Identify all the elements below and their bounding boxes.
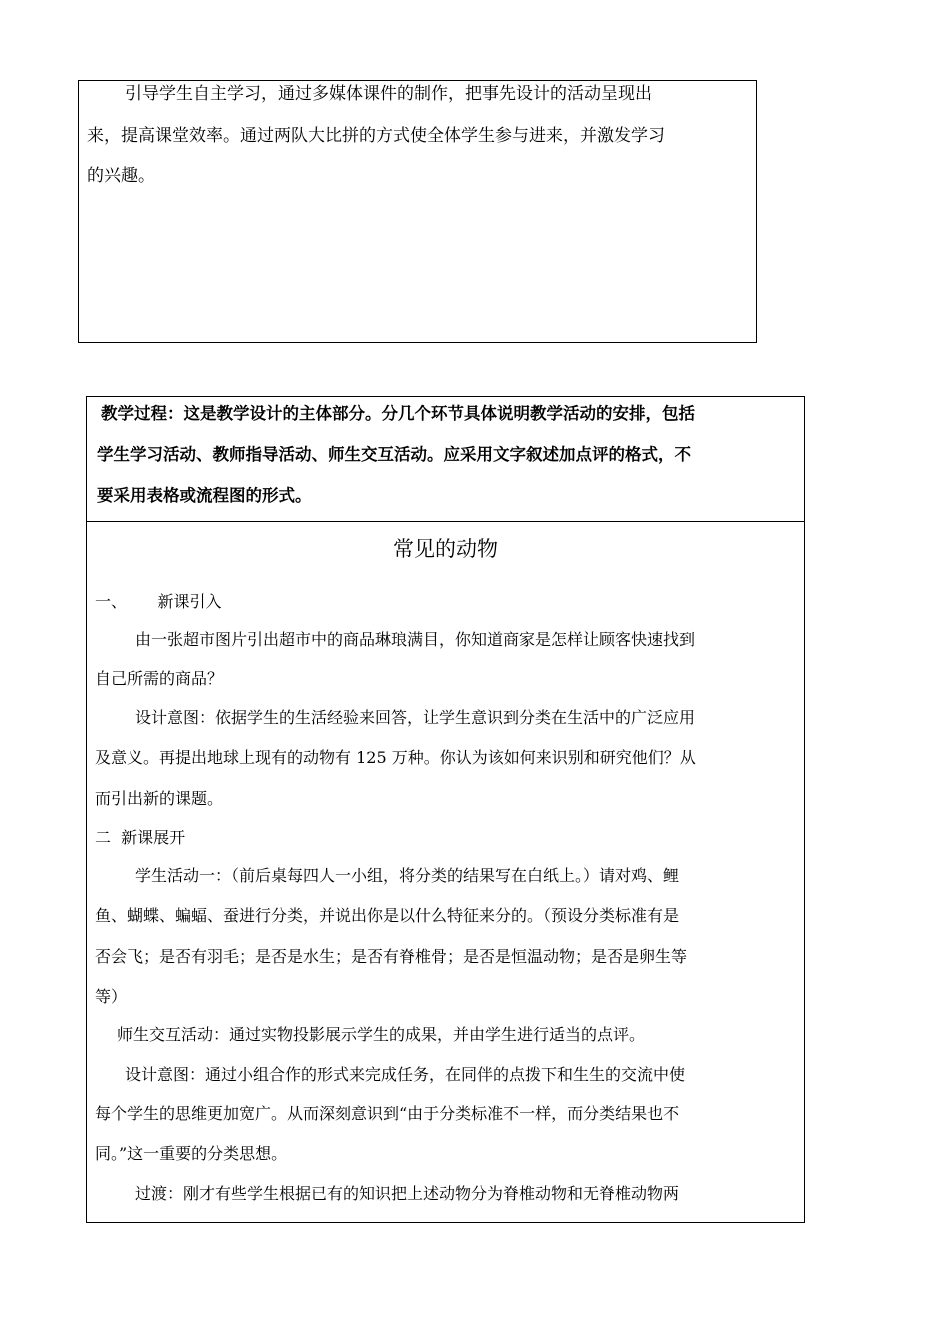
- body-line: 过渡：刚才有些学生根据已有的知识把上述动物分为脊椎动物和无脊椎动物两: [135, 1184, 680, 1203]
- body-line: 鱼、蝴蝶、蝙蝠、蚕进行分类，并说出你是以什么特征来分的。（预设分类标准有是: [95, 906, 680, 925]
- intro-text-box: [78, 80, 757, 343]
- intro-line-2: 来，提高课堂效率。通过两队大比拼的方式使全体学生参与进来，并激发学习: [87, 126, 665, 146]
- intro-line-3: 的兴趣。: [87, 166, 155, 186]
- section-heading-intro: 一、 新课引入: [95, 592, 222, 611]
- process-header-line-2: 学生学习活动、教师指导活动、师生交互活动。应采用文字叙述加点评的格式，不: [97, 445, 691, 464]
- body-line: 由一张超市图片引出超市中的商品琳琅满目，你知道商家是怎样让顾客快速找到: [135, 630, 696, 649]
- body-line: 及意义。再提出地球上现有的动物有 125 万种。你认为该如何来识别和研究他们？从: [95, 748, 696, 767]
- body-line: 同。”这一重要的分类思想。: [95, 1144, 288, 1163]
- intro-line-1: 引导学生自主学习，通过多媒体课件的制作，把事先设计的活动呈现出: [125, 84, 652, 104]
- header-divider: [87, 521, 804, 522]
- section-heading-expand: 二 新课展开: [95, 828, 186, 847]
- process-header-line-3: 要采用表格或流程图的形式。: [97, 486, 312, 505]
- body-line: 学生活动一：（前后桌每四人一小组，将分类的结果写在白纸上。）请对鸡、鲤: [135, 866, 680, 885]
- body-line: 而引出新的课题。: [95, 789, 224, 808]
- body-line: 设计意图：依据学生的生活经验来回答，让学生意识到分类在生活中的广泛应用: [135, 708, 696, 727]
- body-line: 否会飞；是否有羽毛；是否是水生；是否有脊椎骨；是否是恒温动物；是否是卵生等: [95, 947, 688, 966]
- body-line: 等）: [95, 987, 128, 1006]
- body-line: 每个学生的思维更加宽广。从而深刻意识到“由于分类标准不一样，而分类结果也不: [95, 1104, 680, 1123]
- process-header-line-1: 教学过程：这是教学设计的主体部分。分几个环节具体说明教学活动的安排，包括: [101, 404, 695, 423]
- body-line: 设计意图：通过小组合作的形式来完成任务，在同伴的点拨下和生生的交流中使: [125, 1065, 686, 1084]
- body-line: 师生交互活动：通过实物投影展示学生的成果，并由学生进行适当的点评。: [117, 1025, 646, 1044]
- teaching-process-box: [86, 396, 805, 1223]
- lesson-title: 常见的动物: [393, 537, 498, 561]
- body-line: 自己所需的商品？: [95, 669, 224, 688]
